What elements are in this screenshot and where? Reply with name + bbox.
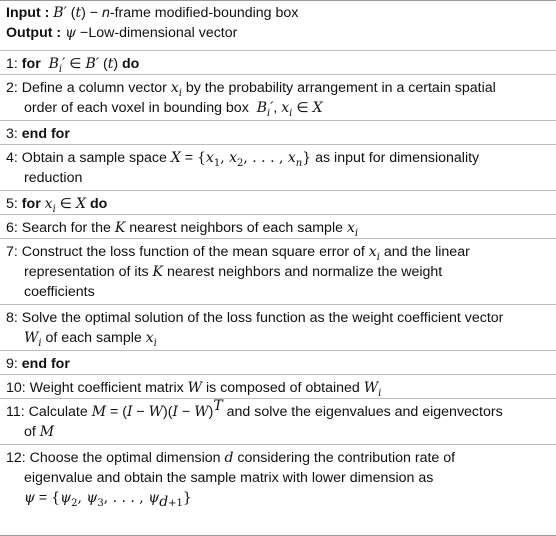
step-12-num: 12: (6, 450, 26, 466)
step-11-row: 11: Calculate $M = (I - W)(I - W)^T$ and solve the eigenvalues and eigenvectors of M (0, 398, 556, 444)
step-8-row: 8: Solve the optimal solution of the loss function as the weight coefficient vector $W_i$ of each sample $x_i$ (0, 304, 556, 350)
step-5-row (0, 190, 556, 214)
step-12-line2: eigenvalue and obtain the sample matrix with lower dimension as (24, 470, 434, 486)
step-12-row (0, 444, 556, 536)
step-3-row (0, 120, 556, 144)
step-6-row (0, 214, 556, 238)
step-4: 4: Obtain a sample space $X = \{x_1$, $x_2$, . . . , $x_n$} as input for dimensionality (6, 150, 480, 169)
step-12-line3: $\psi = \{\psi_2$, $\psi_3$, . . . , $\psi_{d+1}$} (24, 490, 192, 510)
output-label: Output : (6, 25, 62, 41)
step-11: 11: Calculate $M = (I - W)(I - W)^T$ and solve the eigenvalues and eigenvectors (6, 398, 503, 420)
step-7: 7: Construct the loss function of the mean square error of $x_i$ and the linear (6, 244, 470, 263)
step-2-row: 2: Define a column vector $x_i$ by the probability arrangement in a certain spatial order of each voxel in bounding box $B_i'$, $x_i$ ∈ X (0, 74, 556, 120)
step-10: 10: Weight coefficient matrix W is composed of obtained $W_i$ (6, 380, 382, 399)
output-line: Output : ψ −Low-dimensional vector (6, 25, 238, 41)
step-4-row: 4: Obtain a sample space $X = \{x_1$, $x_2$, . . . , $x_n$} as input for dimensionality reduction (0, 144, 556, 190)
step-8: 8: Solve the optimal solution of the loss function as the weight coefficient vector (6, 310, 504, 326)
step-5: 5: for $x_i$ ∈ X do (6, 196, 108, 215)
step-2: 2: Define a column vector $x_i$ by the probability arrangement in a certain spatial (6, 80, 496, 99)
input-label: Input : (6, 5, 50, 21)
step-10-row (0, 374, 556, 398)
step-1-row (0, 50, 556, 74)
step-3: 3: end for (6, 126, 70, 142)
step-1: 1: for $B_i'$ ∈ B′ (t) do (6, 56, 140, 75)
io-header-row (0, 0, 556, 50)
step-12: 12: Choose the optimal dimension d considering the contribution rate of (6, 450, 456, 466)
step-6: 6: Search for the K nearest neighbors of each sample $x_i$ (6, 220, 359, 239)
step-7-row: 7: Construct the loss function of the mean square error of $x_i$ and the linear representation of its K nearest neighbors and normalize the weight coefficients (0, 238, 556, 304)
input-line: Input : B′ (t) − n-frame modified-bounding box (6, 5, 299, 21)
step-9-row (0, 350, 556, 374)
step-9: 9: end for (6, 356, 70, 372)
